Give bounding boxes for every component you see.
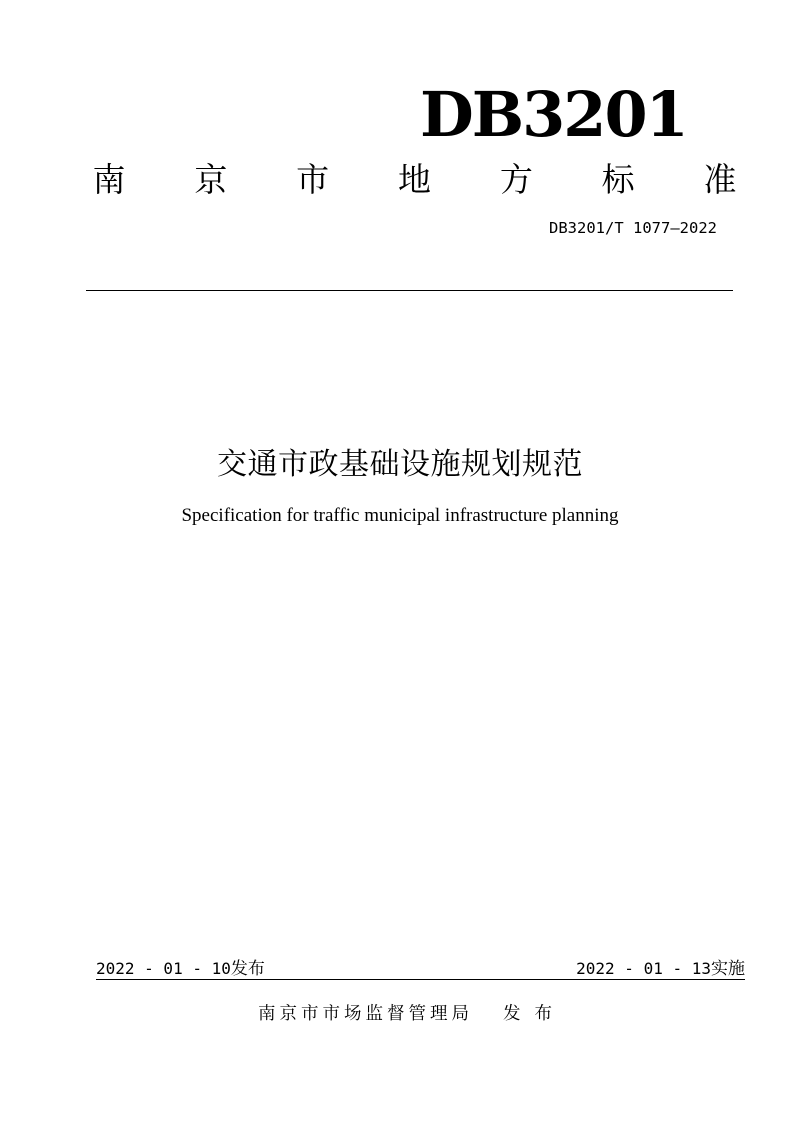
standard-number: DB3201/T 1077—2022 bbox=[549, 219, 717, 237]
standard-type-char: 标 bbox=[601, 160, 635, 199]
publisher-line bbox=[258, 1001, 566, 1027]
issue-date-label: 发布 bbox=[230, 959, 265, 979]
date-divider bbox=[96, 979, 745, 980]
document-title-zh: 交通市政基础设施规划规范 bbox=[217, 447, 583, 482]
document-title-en: Specification for traffic municipal infrastructure planning bbox=[181, 505, 619, 526]
publisher-name: 南京市市场监督管理局 bbox=[258, 1004, 473, 1024]
standard-type-char: 方 bbox=[499, 160, 533, 199]
standard-type-char: 准 bbox=[703, 160, 737, 199]
standard-type-char: 南 bbox=[92, 160, 126, 199]
standard-code-mark: DB3201 bbox=[420, 78, 687, 151]
header-divider bbox=[86, 290, 733, 291]
standard-type-heading bbox=[92, 160, 737, 200]
standard-type-char: 市 bbox=[296, 160, 330, 199]
standard-type-char: 地 bbox=[397, 160, 431, 199]
implementation-date-label: 实施 bbox=[711, 959, 745, 979]
standard-type-char: 京 bbox=[194, 160, 228, 199]
publisher-action: 发布 bbox=[503, 1004, 566, 1024]
implementation-date-value: 2022 - 01 - 13 bbox=[576, 959, 711, 978]
issue-date-value: 2022 - 01 - 10 bbox=[96, 959, 231, 978]
